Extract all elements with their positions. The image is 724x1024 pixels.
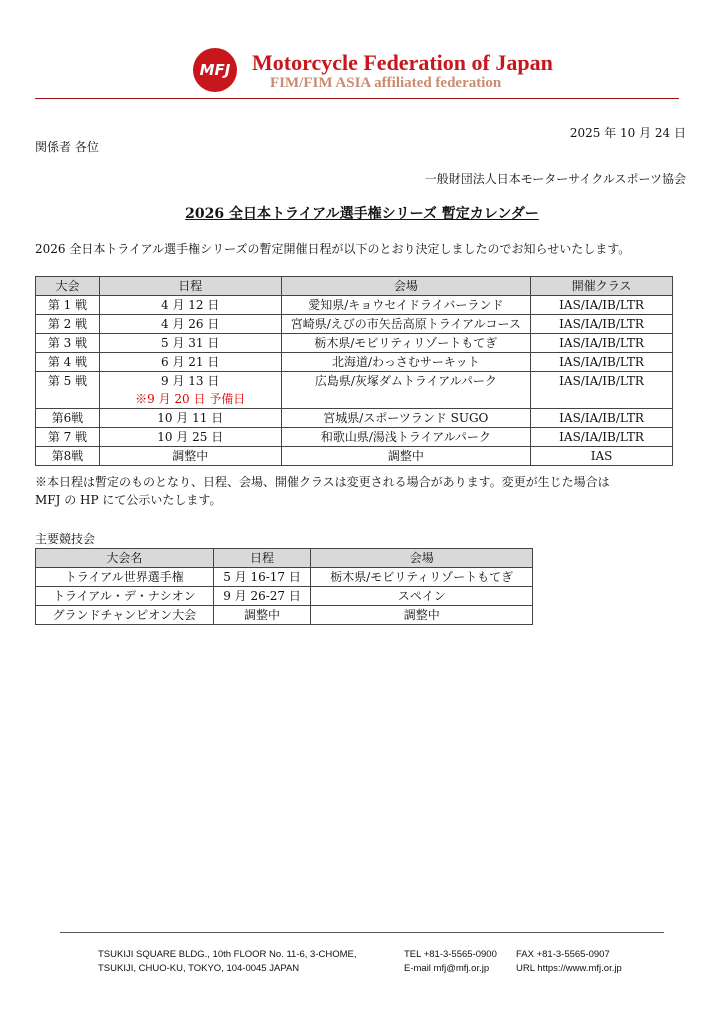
date-cell: 5 月 31 日 [99, 334, 281, 353]
round-cell: 第 5 戦 [36, 372, 100, 409]
table-row [36, 372, 673, 409]
classes-cell: IAS/IA/IB/LTR [531, 428, 673, 447]
date-cell [99, 372, 281, 409]
schedule-note [35, 473, 685, 509]
title-text: 2026 全日本トライアル選手権シリーズ 暫定カレンダー [185, 206, 539, 222]
classes-cell: IAS/IA/IB/LTR [531, 353, 673, 372]
org-subtitle: FIM/FIM ASIA affiliated federation [270, 75, 502, 91]
venue-cell: 調整中 [281, 447, 531, 466]
header-event-name: 大会名 [36, 549, 214, 568]
date-text: 9 月 13 日 [161, 374, 220, 388]
header-venue: 会場 [281, 277, 531, 296]
round-cell: 第 3 戦 [36, 334, 100, 353]
date-cell: 6 月 21 日 [99, 353, 281, 372]
round-cell: 第 4 戦 [36, 353, 100, 372]
table-row [36, 315, 673, 334]
header-date: 日程 [213, 549, 311, 568]
round-cell: 第8戦 [36, 447, 100, 466]
round-cell: 第 7 戦 [36, 428, 100, 447]
event-name-cell: トライアル・デ・ナシオン [36, 587, 214, 606]
table-row [36, 296, 673, 315]
major-events-heading: 主要競技会 [35, 532, 96, 546]
intro-text: 2026 全日本トライアル選手権シリーズの暫定開催日程が以下のとおり決定しましたのでお知らせいたします。 [35, 242, 631, 256]
venue-cell: 広島県/灰塚ダムトライアルパーク [281, 372, 531, 409]
venue-cell: 愛知県/キョウセイドライバーランド [281, 296, 531, 315]
table-row [36, 428, 673, 447]
table-row [36, 587, 533, 606]
round-cell: 第 1 戦 [36, 296, 100, 315]
event-name-cell: グランドチャンピオン大会 [36, 606, 214, 625]
calendar-table [35, 276, 673, 466]
reserve-date-note: ※9 月 20 日 予備日 [135, 392, 246, 406]
table-row [36, 447, 673, 466]
table-row [36, 606, 533, 625]
note-line-1: ※本日程は暫定のものとなり、日程、会場、開催クラスは変更される場合があります。変更が生じた場合は [35, 475, 610, 489]
classes-cell: IAS/IA/IB/LTR [531, 334, 673, 353]
date-cell: 調整中 [99, 447, 281, 466]
header-date: 日程 [99, 277, 281, 296]
addressee: 関係者 各位 [35, 140, 99, 154]
document-date: 2025 年 10 月 24 日 [569, 126, 686, 140]
venue-cell: 栃木県/モビリティリゾートもてぎ [281, 334, 531, 353]
footer-fax: FAX +81-3-5565-0907 [516, 949, 610, 960]
date-cell: 5 月 16-17 日 [213, 568, 311, 587]
document-title [0, 203, 724, 223]
classes-cell: IAS [531, 447, 673, 466]
classes-cell: IAS/IA/IB/LTR [531, 372, 673, 409]
table-row [36, 334, 673, 353]
mfj-logo: MFJ [193, 48, 237, 92]
footer-fax-url [516, 948, 622, 976]
venue-cell: 宮城県/スポーツランド SUGO [281, 409, 531, 428]
footer-email[interactable]: E-mail mfj@mfj.or.jp [404, 963, 490, 974]
footer-tel: TEL +81-3-5565-0900 [404, 949, 497, 960]
round-cell: 第 2 戦 [36, 315, 100, 334]
venue-cell: 栃木県/モビリティリゾートもてぎ [311, 568, 533, 587]
classes-cell: IAS/IA/IB/LTR [531, 315, 673, 334]
header-divider [35, 98, 679, 99]
venue-cell: 北海道/わっさむサーキット [281, 353, 531, 372]
footer-contact [404, 948, 497, 976]
major-events-header-row [36, 549, 533, 568]
org-name: Motorcycle Federation of Japan [252, 50, 553, 75]
classes-cell: IAS/IA/IB/LTR [531, 296, 673, 315]
note-line-2: MFJ の HP にて公示いたします。 [35, 493, 222, 507]
round-cell: 第6戦 [36, 409, 100, 428]
venue-cell: 宮崎県/えびの市矢岳高原トライアルコース [281, 315, 531, 334]
venue-cell: 和歌山県/湯浅トライアルパーク [281, 428, 531, 447]
table-row [36, 353, 673, 372]
footer-url[interactable]: URL https://www.mfj.or.jp [516, 963, 622, 974]
header-round: 大会 [36, 277, 100, 296]
date-cell: 9 月 26-27 日 [213, 587, 311, 606]
address-line-1: TSUKIJI SQUARE BLDG., 10th FLOOR No. 11-6, 3-CHOME, [98, 949, 357, 960]
date-cell: 4 月 26 日 [99, 315, 281, 334]
table-row [36, 409, 673, 428]
sender: 一般財団法人日本モーターサイクルスポーツ協会 [424, 172, 686, 186]
major-events-table [35, 548, 533, 625]
footer-address [98, 948, 357, 976]
date-cell: 10 月 25 日 [99, 428, 281, 447]
date-cell: 4 月 12 日 [99, 296, 281, 315]
address-line-2: TSUKIJI, CHUO-KU, TOKYO, 104-0045 JAPAN [98, 963, 300, 974]
calendar-header-row [36, 277, 673, 296]
event-name-cell: トライアル世界選手権 [36, 568, 214, 587]
footer-divider [60, 932, 664, 933]
header-venue: 会場 [311, 549, 533, 568]
date-cell: 調整中 [213, 606, 311, 625]
classes-cell: IAS/IA/IB/LTR [531, 409, 673, 428]
venue-cell: スペイン [311, 587, 533, 606]
date-cell: 10 月 11 日 [99, 409, 281, 428]
table-row [36, 568, 533, 587]
venue-cell: 調整中 [311, 606, 533, 625]
header-classes: 開催クラス [531, 277, 673, 296]
